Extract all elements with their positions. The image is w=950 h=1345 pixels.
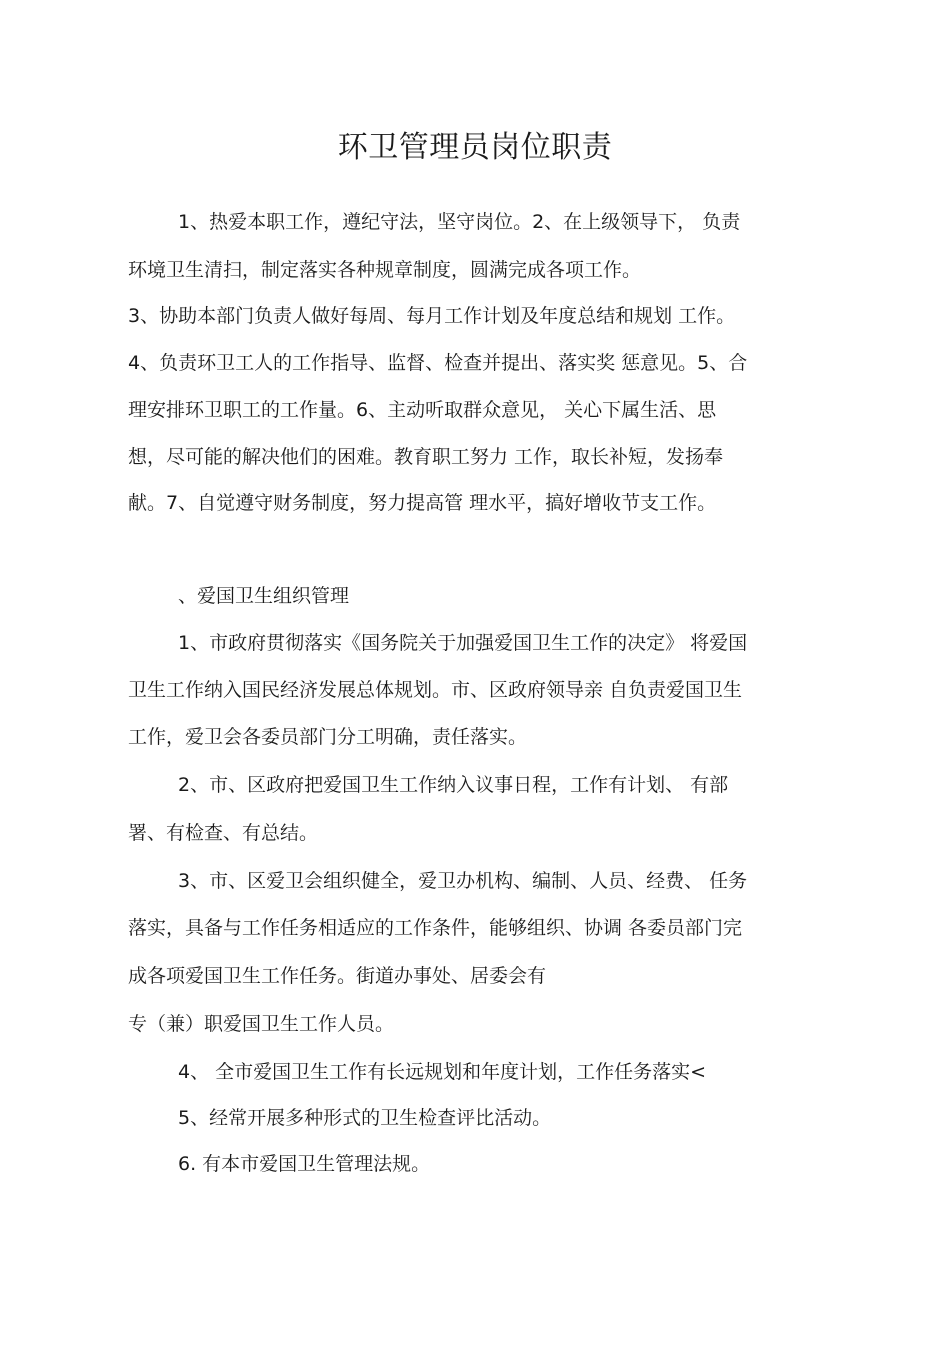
text-line: 理安排环卫职工的工作量。6、主动听取群众意见， 关心下属生活、思 xyxy=(128,399,717,421)
text-line: 4、负责环卫工人的工作指导、监督、检查并提出、落实奖 惩意见。5、合 xyxy=(128,352,748,374)
text-line: 成各项爱国卫生工作任务。街道办事处、居委会有 xyxy=(128,965,547,987)
section-heading: 、爱国卫生组织管理 xyxy=(178,585,350,607)
text-line: 1、热爱本职工作，遵纪守法，坚守岗位。2、在上级领导下， 负责 xyxy=(178,211,741,233)
text-line: 5、经常开展多种形式的卫生检查评比活动。 xyxy=(178,1107,552,1129)
text-line: 3、协助本部门负责人做好每周、每月工作计划及年度总结和规划 工作。 xyxy=(128,305,736,327)
text-line: 专（兼）职爱国卫生工作人员。 xyxy=(128,1013,395,1035)
text-line: 署、有检查、有总结。 xyxy=(128,822,319,844)
text-line: 环境卫生清扫，制定落实各种规章制度，圆满完成各项工作。 xyxy=(128,259,642,281)
document-title: 环卫管理员岗位职责 xyxy=(337,130,613,165)
text-line: 6. 有本市爱国卫生管理法规。 xyxy=(178,1153,431,1175)
text-line: 3、市、区爱卫会组织健全，爱卫办机构、编制、人员、经费、 任务 xyxy=(178,870,748,892)
text-line: 卫生工作纳入国民经济发展总体规划。市、区政府领导亲 自负责爱国卫生 xyxy=(128,679,743,701)
text-line: 4、 全市爱国卫生工作有长远规划和年度计划，工作任务落实< xyxy=(178,1061,707,1083)
text-line: 2、市、区政府把爱国卫生工作纳入议事日程，工作有计划、 有部 xyxy=(178,774,729,796)
text-line: 工作，爱卫会各委员部门分工明确，责任落实。 xyxy=(128,726,528,748)
text-line: 1、市政府贯彻落实《国务院关于加强爱国卫生工作的决定》 将爱国 xyxy=(178,632,748,654)
text-line: 献。7、自觉遵守财务制度，努力提高管 理水平，搞好增收节支工作。 xyxy=(128,492,717,514)
text-line: 想，尽可能的解决他们的困难。教育职工努力 工作，取长补短，发扬奉 xyxy=(128,446,724,468)
text-line: 落实，具备与工作任务相适应的工作条件，能够组织、协调 各委员部门完 xyxy=(128,917,743,939)
